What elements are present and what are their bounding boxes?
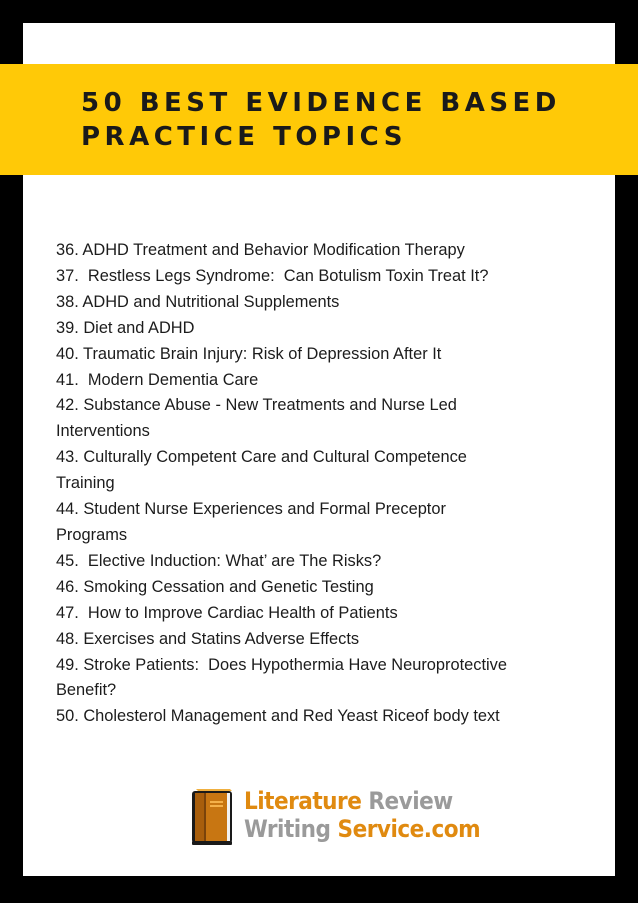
logo-word-writing: Writing — [244, 815, 331, 843]
list-item: 38. ADHD and Nutritional Supplements — [56, 292, 340, 311]
list-item: 50. Cholesterol Management and Red Yeast Riceof body text — [56, 707, 500, 726]
logo-word-literature: Literature — [244, 787, 362, 815]
book-icon — [186, 785, 238, 847]
logo-word-review: Review — [368, 787, 453, 815]
list-item: 41. Modern Dementia Care — [56, 370, 259, 389]
list-item: Programs — [56, 525, 128, 544]
list-item: 39. Diet and ADHD — [56, 318, 195, 337]
list-item: 48. Exercises and Statins Adverse Effects — [56, 629, 360, 648]
list-item: 49. Stroke Patients: Does Hypothermia Have Neuroprotective — [56, 655, 507, 674]
list-item: 40. Traumatic Brain Injury: Risk of Depression After It — [56, 344, 442, 363]
list-item: 44. Student Nurse Experiences and Formal Preceptor — [56, 500, 446, 519]
title-line-1: 50 BEST EVIDENCE BASED — [81, 88, 561, 118]
topic-list — [56, 238, 586, 730]
list-item: Training — [56, 474, 115, 493]
list-item: 46. Smoking Cessation and Genetic Testing — [56, 577, 374, 596]
list-item: 37. Restless Legs Syndrome: Can Botulism Toxin Treat It? — [56, 266, 489, 285]
logo-word-service: Service.com — [337, 815, 481, 843]
list-item: 43. Culturally Competent Care and Cultural Competence — [56, 448, 467, 467]
list-item: 36. ADHD Treatment and Behavior Modification Therapy — [56, 241, 465, 259]
page-title — [81, 86, 621, 154]
list-item: Benefit? — [56, 681, 117, 700]
list-item: 47. How to Improve Cardiac Health of Patients — [56, 603, 398, 622]
list-item: 45. Elective Induction: What’ are The Risks? — [56, 551, 382, 570]
list-item: Interventions — [56, 422, 150, 441]
logo — [186, 785, 481, 847]
list-item: 42. Substance Abuse - New Treatments and Nurse Led — [56, 396, 457, 415]
logo-wordmark — [244, 787, 480, 843]
title-line-2: PRACTICE TOPICS — [81, 122, 407, 152]
